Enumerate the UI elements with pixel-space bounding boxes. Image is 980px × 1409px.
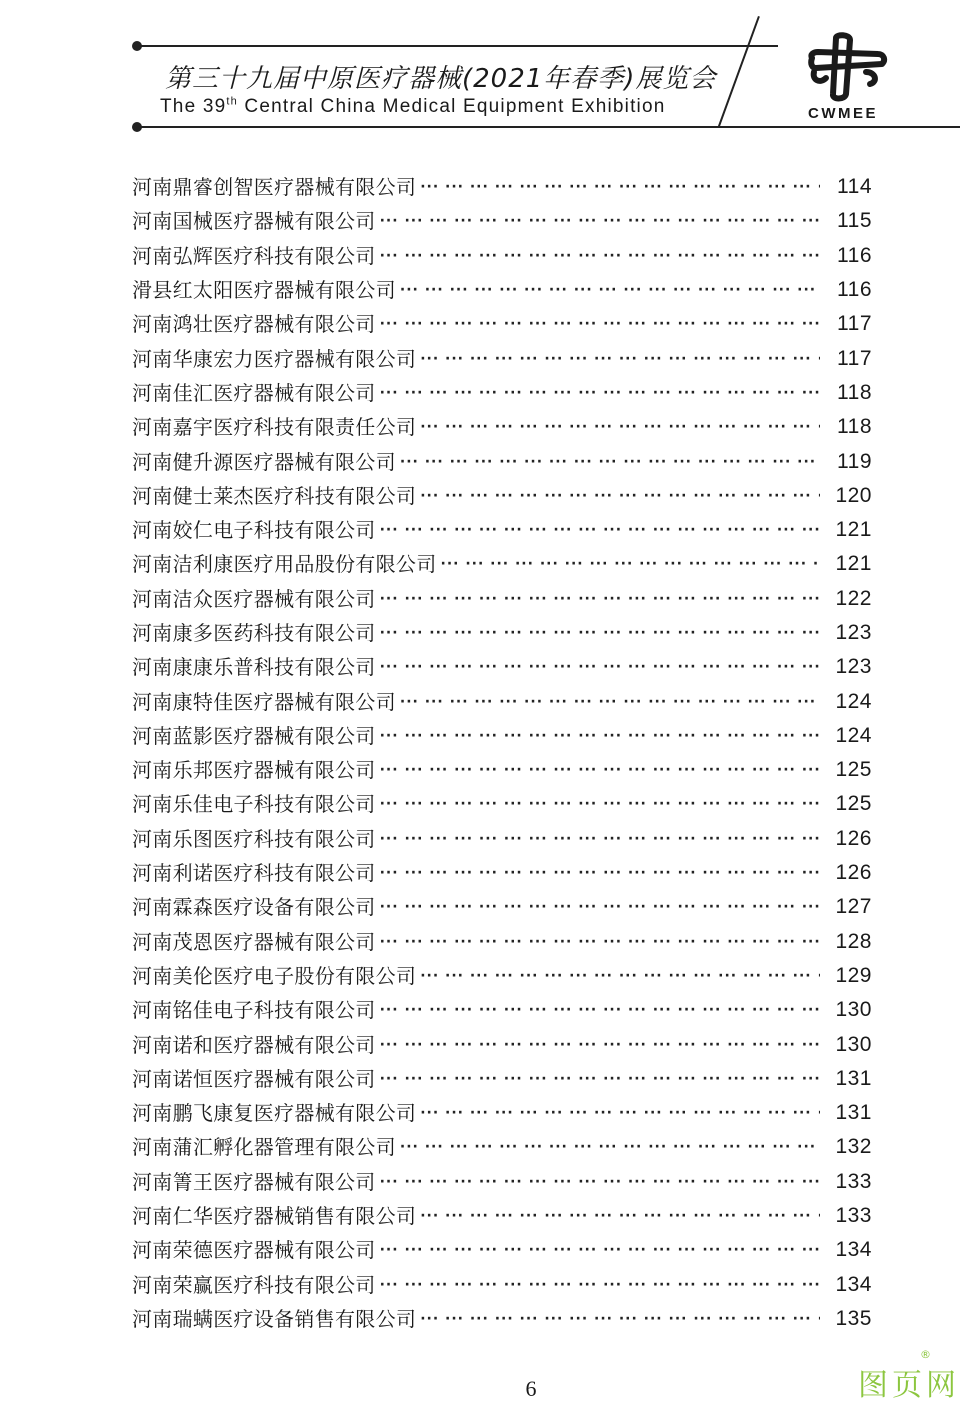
entry-page-number: 118 [837, 415, 872, 439]
toc-entry[interactable] [132, 1199, 872, 1233]
entry-page-number: 119 [837, 449, 872, 473]
company-name: 河南鸿壮医疗器械有限公司 [132, 312, 376, 337]
company-name: 滑县红太阳医疗器械有限公司 [132, 278, 396, 303]
toc-entry[interactable] [132, 993, 872, 1027]
dot-leader [380, 822, 820, 856]
dot-leader [380, 925, 820, 959]
exhibition-title-cn: 第三十九届中原医疗器械(2021年春季)展览会 [165, 64, 717, 94]
dot-leader [380, 307, 820, 341]
entry-page-number: 135 [835, 1306, 872, 1330]
toc-entry[interactable] [132, 684, 872, 718]
entry-page-number: 130 [835, 998, 872, 1022]
page-number: 6 [525, 1376, 537, 1401]
company-name: 河南华康宏力医疗器械有限公司 [132, 346, 417, 371]
toc-entry[interactable] [132, 1027, 872, 1061]
entry-page-number: 125 [835, 758, 872, 782]
entry-page-number: 130 [835, 1032, 872, 1056]
company-name: 河南利诺医疗科技有限公司 [132, 861, 376, 886]
company-name: 河南瑞螨医疗设备销售有限公司 [132, 1306, 417, 1331]
entry-page-number: 124 [835, 723, 872, 747]
toc-entry[interactable] [132, 753, 872, 787]
company-name: 河南鹏飞康复医疗器械有限公司 [132, 1101, 417, 1126]
entry-page-number: 118 [837, 380, 872, 404]
company-name: 河南美伦医疗电子股份有限公司 [132, 963, 417, 988]
company-name: 河南健升源医疗器械有限公司 [132, 449, 396, 474]
company-name: 河南姣仁电子科技有限公司 [132, 518, 376, 543]
toc-entry[interactable] [132, 547, 872, 581]
toc-entry[interactable] [132, 376, 872, 410]
toc-entry[interactable] [132, 787, 872, 821]
company-name: 河南国械医疗器械有限公司 [132, 209, 376, 234]
company-name: 河南乐邦医疗器械有限公司 [132, 758, 376, 783]
toc-entry[interactable] [132, 1268, 872, 1302]
entry-page-number: 126 [835, 826, 872, 850]
toc-entry[interactable] [132, 513, 872, 547]
toc-entry[interactable] [132, 204, 872, 238]
company-name: 河南嘉宇医疗科技有限责任公司 [132, 415, 417, 440]
dot-leader [420, 170, 820, 204]
dot-leader [380, 856, 820, 890]
entry-page-number: 115 [837, 209, 872, 233]
dot-leader [380, 993, 820, 1027]
company-name: 河南蓝影医疗器械有限公司 [132, 723, 376, 748]
dot-leader [380, 787, 820, 821]
company-name: 河南康多医药科技有限公司 [132, 621, 376, 645]
title-en-rest: Central China Medical Equipment Exhibition [237, 96, 666, 117]
company-name: 河南乐佳电子科技有限公司 [132, 792, 376, 817]
toc-entry[interactable] [132, 1302, 872, 1336]
company-name: 河南蒲汇孵化器管理有限公司 [132, 1135, 396, 1160]
exhibition-title-en [160, 96, 666, 118]
entry-page-number: 133 [835, 1169, 872, 1193]
toc-entry[interactable] [132, 650, 872, 684]
company-name: 河南鼎睿创智医疗器械有限公司 [132, 175, 417, 200]
dot-leader [420, 959, 820, 993]
dot-leader [441, 547, 821, 581]
dot-leader [400, 1130, 820, 1164]
company-name: 河南箐王医疗器械有限公司 [132, 1169, 376, 1194]
company-name: 河南荣德医疗器械有限公司 [132, 1238, 376, 1263]
toc-entry[interactable] [132, 1233, 872, 1267]
entry-page-number: 116 [837, 278, 872, 302]
toc-entry[interactable] [132, 170, 872, 204]
dot-leader [380, 1268, 820, 1302]
company-name: 河南洁利康医疗用品股份有限公司 [132, 552, 437, 577]
dot-leader [380, 1062, 820, 1096]
dot-leader [400, 273, 820, 307]
header-top-rule [138, 45, 778, 47]
entry-page-number: 117 [837, 312, 872, 336]
entry-page-number: 134 [835, 1238, 872, 1262]
entry-page-number: 128 [835, 929, 872, 953]
toc-entry[interactable] [132, 1165, 872, 1199]
dot-leader [420, 410, 820, 444]
dot-leader [380, 1028, 820, 1062]
dot-leader [380, 204, 820, 238]
company-name: 河南康特佳医疗器械有限公司 [132, 689, 396, 714]
dot-leader [380, 616, 820, 650]
directory-list [132, 170, 872, 1336]
entry-page-number: 121 [835, 518, 872, 542]
toc-entry[interactable] [132, 925, 872, 959]
entry-page-number: 114 [837, 175, 872, 199]
header-diagonal-rule [718, 16, 760, 128]
company-name: 河南茂恩医疗器械有限公司 [132, 929, 376, 954]
company-name: 河南诺和医疗器械有限公司 [132, 1032, 376, 1057]
toc-entry[interactable] [132, 307, 872, 341]
title-en-ordinal: th [226, 95, 238, 108]
toc-entry[interactable] [132, 890, 872, 924]
dot-leader [380, 582, 820, 616]
header-bottom-rule [138, 126, 960, 128]
toc-entry[interactable] [132, 479, 872, 513]
dot-leader [380, 753, 820, 787]
entry-page-number: 120 [835, 483, 872, 507]
dot-leader [420, 342, 820, 376]
entry-page-number: 126 [835, 861, 872, 885]
dot-leader [380, 650, 820, 684]
toc-entry[interactable] [132, 822, 872, 856]
toc-entry[interactable] [132, 239, 872, 273]
title-en-prefix: The 39 [160, 96, 227, 117]
logo-wordmark: CWMEE [808, 105, 878, 122]
dot-leader [380, 719, 820, 753]
toc-entry[interactable] [132, 616, 872, 650]
entry-page-number: 127 [835, 895, 872, 919]
toc-entry[interactable] [132, 1130, 872, 1164]
entry-page-number: 124 [835, 689, 872, 713]
toc-entry[interactable] [132, 582, 872, 616]
page-header [0, 0, 980, 140]
dot-leader [380, 376, 820, 410]
toc-entry[interactable] [132, 341, 872, 375]
dot-leader [400, 685, 820, 719]
company-name: 河南铭佳电子科技有限公司 [132, 998, 376, 1023]
dot-leader [380, 239, 820, 273]
company-name: 河南洁众医疗器械有限公司 [132, 586, 376, 611]
watermark-text: 图页网 [858, 1368, 960, 1403]
watermark-logo [858, 1348, 960, 1404]
company-name: 河南诺恒医疗器械有限公司 [132, 1066, 376, 1091]
dot-leader [380, 513, 820, 547]
toc-entry[interactable] [132, 856, 872, 890]
toc-entry[interactable] [132, 410, 872, 444]
toc-entry[interactable] [132, 719, 872, 753]
entry-page-number: 133 [835, 1204, 872, 1228]
toc-entry[interactable] [132, 959, 872, 993]
dot-leader [380, 890, 820, 924]
entry-page-number: 129 [835, 963, 872, 987]
entry-page-number: 116 [837, 243, 872, 267]
toc-entry[interactable] [132, 1096, 872, 1130]
dot-leader [400, 445, 820, 479]
toc-entry[interactable] [132, 273, 872, 307]
company-name: 河南乐图医疗科技有限公司 [132, 826, 376, 851]
entry-page-number: 132 [835, 1135, 872, 1159]
dot-leader [420, 1096, 820, 1130]
company-name: 河南弘辉医疗科技有限公司 [132, 243, 376, 268]
company-name: 河南霖森医疗设备有限公司 [132, 895, 376, 920]
dot-leader [420, 1199, 820, 1233]
company-name: 河南佳汇医疗器械有限公司 [132, 380, 376, 405]
cwmee-logo-icon [806, 32, 888, 102]
entry-page-number: 123 [835, 621, 872, 644]
toc-entry[interactable] [132, 1062, 872, 1096]
entry-page-number: 122 [835, 586, 872, 610]
dot-leader [420, 1302, 820, 1336]
company-name: 河南康康乐普科技有限公司 [132, 655, 376, 680]
entry-page-number: 117 [837, 346, 872, 370]
company-name: 河南荣赢医疗科技有限公司 [132, 1272, 376, 1297]
dot-leader [380, 1233, 820, 1267]
entry-page-number: 123 [835, 655, 872, 679]
entry-page-number: 131 [835, 1066, 872, 1090]
toc-entry[interactable] [132, 444, 872, 478]
company-name: 河南健士莱杰医疗科技有限公司 [132, 483, 417, 508]
registered-icon: ® [920, 1348, 931, 1361]
company-name: 河南仁华医疗器械销售有限公司 [132, 1204, 417, 1229]
dot-leader [380, 1165, 820, 1199]
entry-page-number: 131 [835, 1101, 872, 1125]
entry-page-number: 121 [835, 552, 872, 576]
entry-page-number: 125 [835, 792, 872, 816]
entry-page-number: 134 [835, 1272, 872, 1296]
dot-leader [420, 479, 820, 513]
